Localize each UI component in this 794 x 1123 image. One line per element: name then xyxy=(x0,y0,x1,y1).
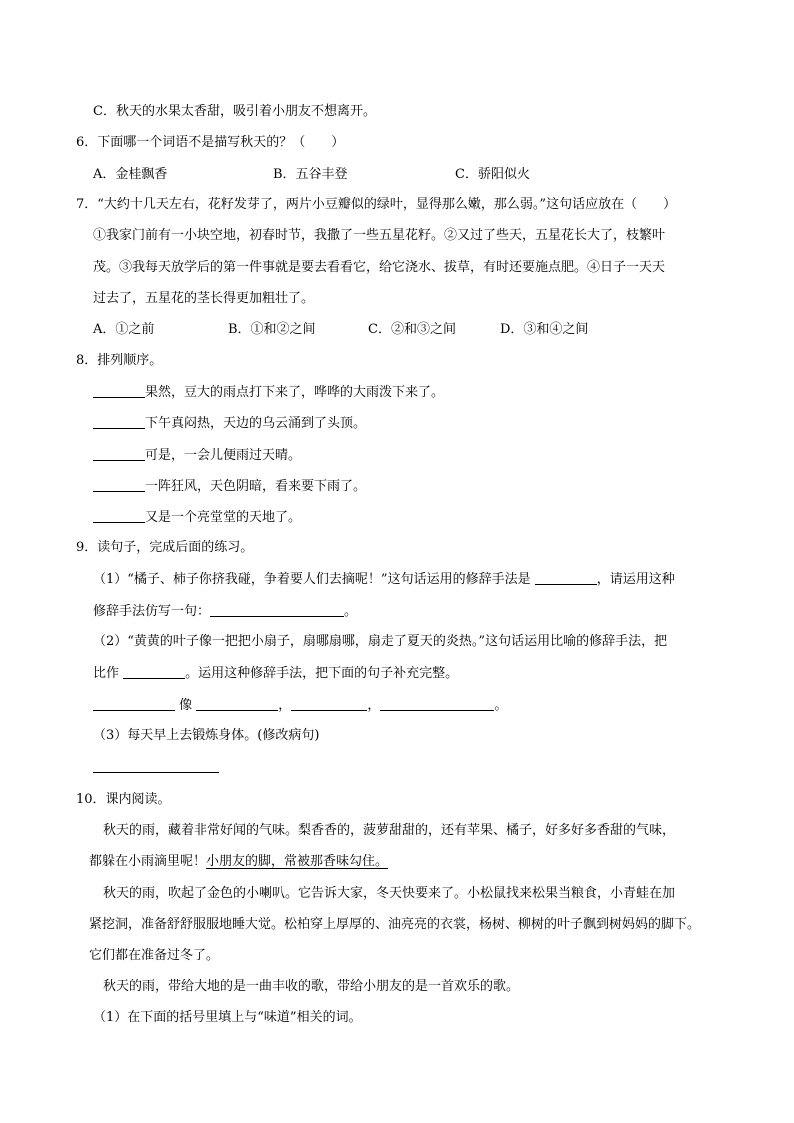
q9-sub1-text: （1）“橘子、柿子你挤我碰，争着要人们去摘呢！”这句话运用的修辞手法是 xyxy=(93,572,531,587)
punctuation: 。 xyxy=(494,698,508,713)
answer-blank[interactable] xyxy=(93,478,145,492)
q10-para1-line-1: 秋天的雨，藏着非常好闻的气味。梨香香的，菠萝甜甜的，还有苹果、橘子，好多好多香甜的气味， xyxy=(103,823,676,838)
q7-passage-line-1: ①我家门前有一小块空地，初春时节，我撒了一些五星花籽。②又过了些天，五星花长大了，枝繁叶 xyxy=(93,228,666,243)
like-word: 像 xyxy=(179,698,193,713)
q7-option-b: B．①和②之间 xyxy=(228,322,316,337)
q10-para3: 秋天的雨，带给大地的是一曲丰收的歌，带给小朋友的是一首欢乐的歌。 xyxy=(103,979,520,994)
q7-stem: 7．“大约十几天左右，花籽发芽了，两片小豆瓣似的绿叶，显得那么嫩，那么弱。”这句话应放在（ ） xyxy=(76,197,677,212)
q10-underlined-sentence: 小朋友的脚，常被那香味勾住。 xyxy=(206,854,389,869)
q10-sub1: （1）在下面的括号里填上与“味道”相关的词。 xyxy=(93,1010,362,1025)
q6-option-a: A．金桂飘香 xyxy=(93,167,168,182)
q8-item-text: 果然，豆大的雨点打下来了，哗哗的大雨泼下来了。 xyxy=(145,385,445,400)
q9-sub3-answer xyxy=(93,759,219,776)
q8-item xyxy=(93,478,366,495)
answer-blank[interactable] xyxy=(123,665,185,679)
q7-option-a: A．①之前 xyxy=(93,322,155,337)
q7-passage-line-3: 过去了，五星花的茎长得更加粗壮了。 xyxy=(93,291,315,306)
q9-stem: 9．读句子，完成后面的练习。 xyxy=(76,540,254,555)
q9-sub2-line-1: （2）“黄黄的叶子像一把把小扇子，扇哪扇哪，扇走了夏天的炎热。”这句话运用比喻的修辞手法，把 xyxy=(93,634,668,649)
q10-para2-line-3: 它们都在准备过冬了。 xyxy=(89,948,220,963)
q8-item-text: 一阵狂风，天色阴暗，看来要下雨了。 xyxy=(145,479,367,494)
q8-item-text: 又是一个亮堂堂的天地了。 xyxy=(145,510,302,525)
answer-blank[interactable] xyxy=(93,759,219,773)
answer-blank[interactable] xyxy=(93,509,145,523)
q8-stem: 8．排列顺序。 xyxy=(76,353,163,368)
q9-sub1-tail: ，请运用这种 xyxy=(596,572,675,587)
q9-sub2-tail: 。运用这种修辞手法，把下面的句子补充完整。 xyxy=(185,666,459,681)
answer-blank[interactable] xyxy=(380,697,494,711)
q8-item-text: 下午真闷热，天边的乌云涌到了头顶。 xyxy=(145,416,367,431)
q10-para2-line-1: 秋天的雨，吹起了金色的小喇叭。它告诉大家，冬天快要来了。小松鼠找来松果当粮食，小青蛙在加 xyxy=(103,886,676,901)
q8-item xyxy=(93,415,366,432)
q9-sub1-line-2 xyxy=(93,603,357,620)
q9-sub2-line-3 xyxy=(93,697,507,714)
answer-blank[interactable] xyxy=(93,384,145,398)
answer-blank[interactable] xyxy=(93,415,145,429)
q9-sub2-line-2 xyxy=(93,665,458,682)
q9-sub2-label: 比作 xyxy=(93,666,120,681)
punctuation: ， xyxy=(278,698,292,713)
q8-item xyxy=(93,447,301,464)
punctuation: 。 xyxy=(344,604,358,619)
q6-option-c: C．骄阳似火 xyxy=(455,167,530,182)
answer-blank[interactable] xyxy=(93,447,145,461)
answer-blank[interactable] xyxy=(196,697,278,711)
q5-option-c: C．秋天的水果太香甜，吸引着小朋友不想离开。 xyxy=(93,104,376,119)
answer-blank[interactable] xyxy=(535,571,597,585)
q8-item-text: 可是，一会儿便雨过天晴。 xyxy=(145,448,302,463)
answer-blank[interactable] xyxy=(210,603,344,617)
q9-sub1-prompt: 修辞手法仿写一句： xyxy=(93,604,211,619)
q7-option-d: D．③和④之间 xyxy=(500,322,589,337)
q10-para1-text: 都躲在小雨滴里呢！ xyxy=(89,854,207,869)
q6-option-b: B．五谷丰登 xyxy=(273,167,348,182)
q8-item xyxy=(93,509,301,526)
answer-blank[interactable] xyxy=(291,697,367,711)
q10-para2-line-2: 紧挖洞，准备舒舒服服地睡大觉。松柏穿上厚厚的、油亮亮的衣裳，杨树、柳树的叶子飘到树妈妈的脚下。 xyxy=(89,917,701,932)
q7-passage-line-2: 茂。③我每天放学后的第一件事就是要去看看它，给它浇水、拔草，有时还要施点肥。④日子一天天 xyxy=(93,260,666,275)
punctuation: ， xyxy=(367,698,381,713)
q9-sub3: （3）每天早上去锻炼身体。(修改病句) xyxy=(93,728,320,743)
q8-item xyxy=(93,384,444,401)
q6-stem: 6．下面哪一个词语不是描写秋天的？（ ） xyxy=(76,135,345,150)
q10-para1-line-2 xyxy=(89,854,388,870)
q7-option-c: C．②和③之间 xyxy=(368,322,456,337)
q9-sub1-line-1 xyxy=(93,571,675,588)
q10-stem: 10．课内阅读。 xyxy=(76,792,171,807)
answer-blank[interactable] xyxy=(93,697,175,711)
